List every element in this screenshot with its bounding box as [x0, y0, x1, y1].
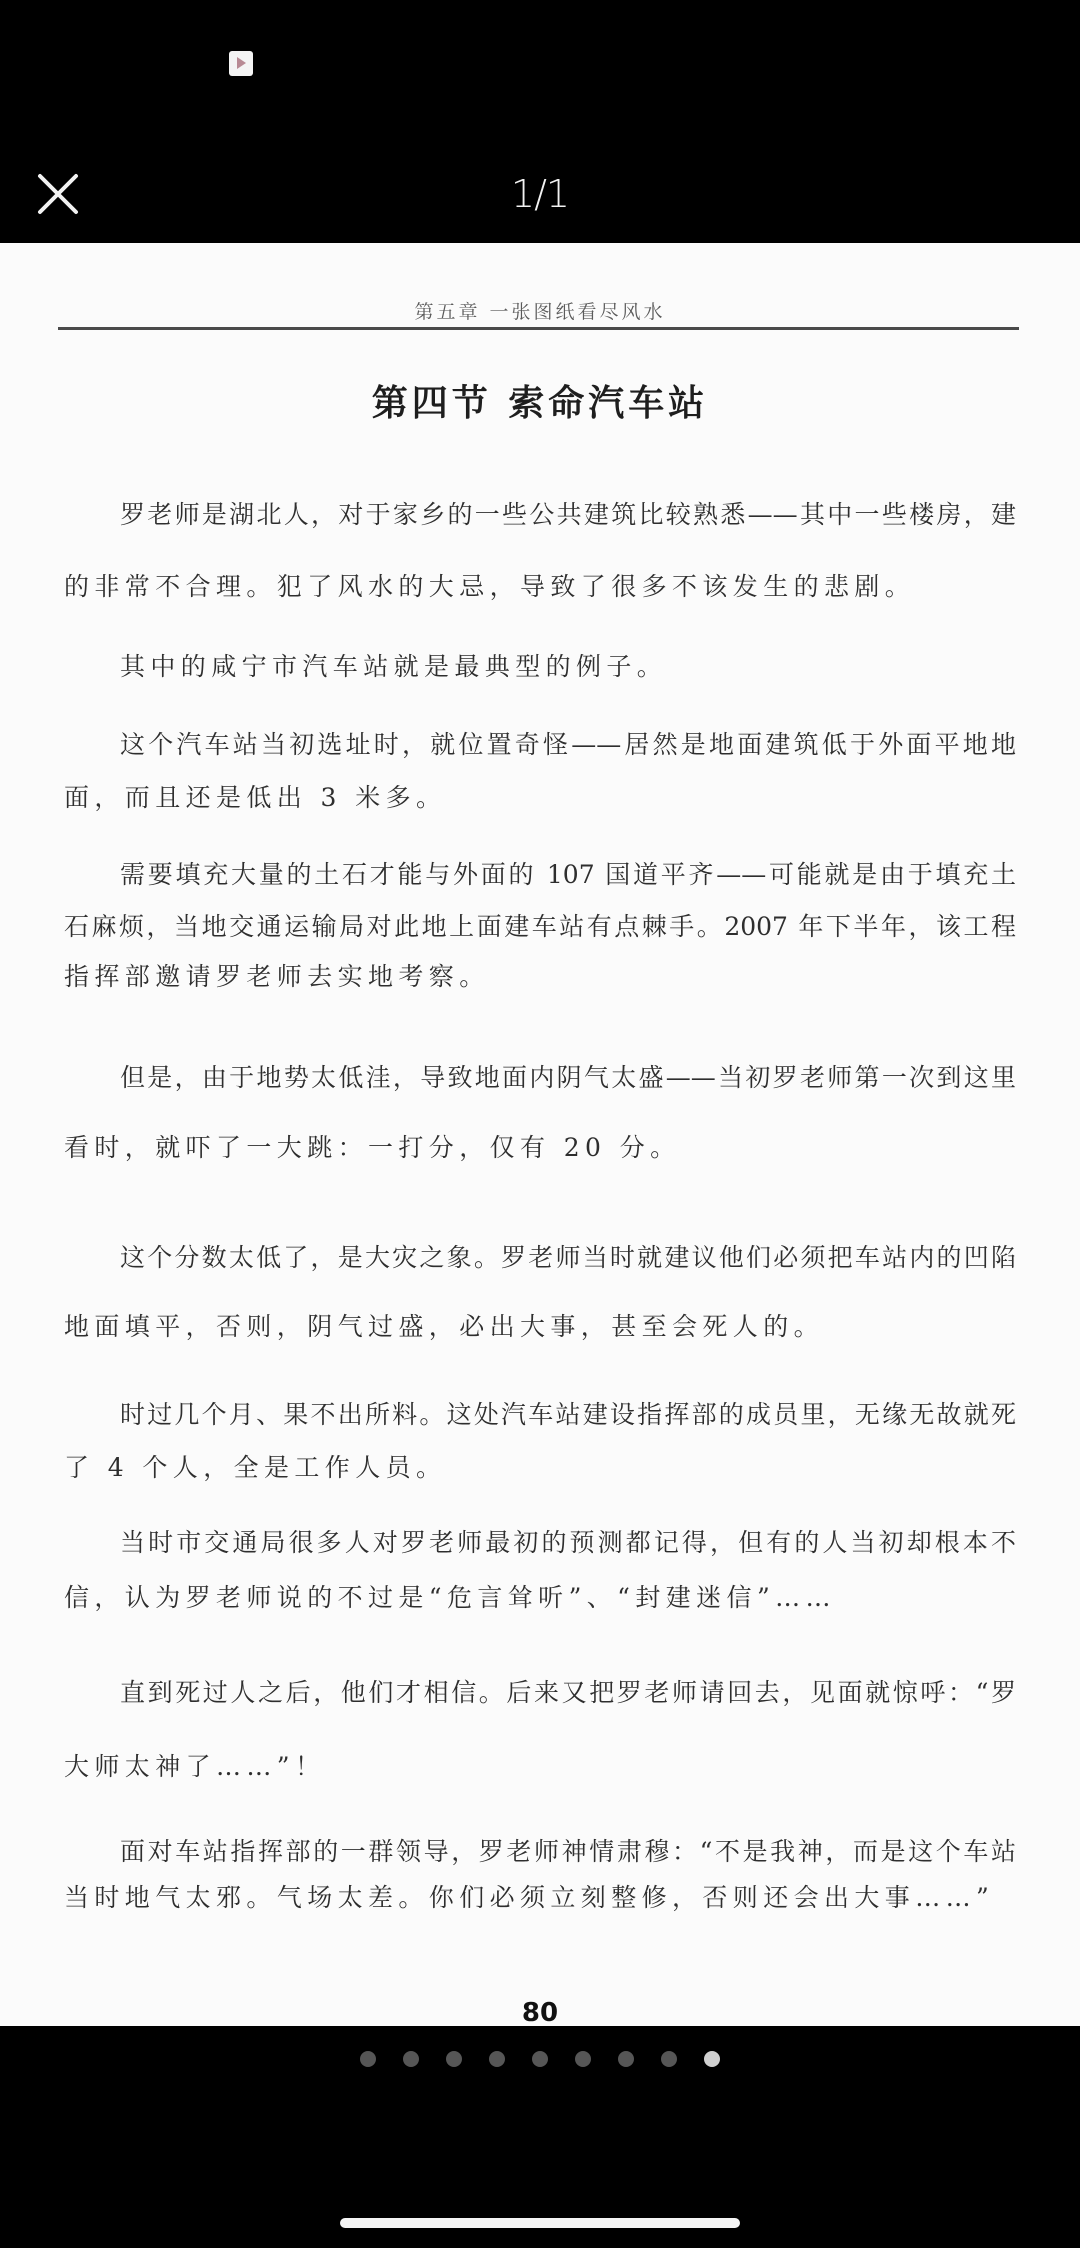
paragraph-line: 需要填充大量的土石才能与外面的 107 国道平齐——可能就是由于填充土: [120, 860, 1016, 889]
paragraph-line: 大师太神了……”！: [64, 1752, 326, 1781]
header-rule: [58, 327, 1019, 330]
home-indicator[interactable]: [340, 2218, 740, 2228]
paragraph-line: 石麻烦，当地交通运输局对此地上面建车站有点棘手。2007 年下半年，该工程: [64, 912, 1016, 941]
pager-dot[interactable]: [532, 2051, 548, 2067]
section-title: 第四节 索命汽车站: [371, 383, 709, 424]
paragraph-line: 指挥部邀请罗老师去实地考察。: [64, 962, 490, 991]
pager-dot[interactable]: [618, 2051, 634, 2067]
pager-dot-active[interactable]: [704, 2051, 720, 2067]
paragraph-line: 这个汽车站当初选址时，就位置奇怪——居然是地面建筑低于外面平地地: [120, 730, 1016, 759]
close-button[interactable]: [36, 172, 80, 216]
paragraph-line: 的非常不合理。犯了风水的大忌，导致了很多不该发生的悲剧。: [64, 572, 916, 601]
pager-dot[interactable]: [360, 2051, 376, 2067]
play-store-icon: [229, 51, 253, 76]
pager-dot[interactable]: [489, 2051, 505, 2067]
pager-dot[interactable]: [403, 2051, 419, 2067]
paragraph-line: 其中的咸宁市汽车站就是最典型的例子。: [120, 652, 668, 681]
paragraph-line: 时过几个月、果不出所料。这处汽车站建设指挥部的成员里，无缘无故就死: [120, 1400, 1016, 1429]
close-icon: [36, 172, 80, 216]
paragraph-line: 了 4 个人，全是工作人员。: [64, 1453, 447, 1482]
paragraph-line: 这个分数太低了，是大灾之象。罗老师当时就建议他们必须把车站内的凹陷: [120, 1243, 1016, 1272]
image-counter: 1/1: [510, 172, 570, 216]
paragraph-line: 但是，由于地势太低洼，导致地面内阴气太盛——当初罗老师第一次到这里: [120, 1063, 1016, 1092]
pager-dot[interactable]: [661, 2051, 677, 2067]
pager-dot[interactable]: [575, 2051, 591, 2067]
paragraph-line: 看时，就吓了一大跳：一打分，仅有 20 分。: [64, 1133, 681, 1162]
paragraph-line: 面对车站指挥部的一群领导，罗老师神情肃穆：“不是我神，而是这个车站: [120, 1837, 1016, 1866]
paragraph-line: 当时市交通局很多人对罗老师最初的预测都记得，但有的人当初却根本不: [120, 1528, 1016, 1557]
paragraph-line: 当时地气太邪。气场太差。你们必须立刻整修，否则还会出大事……”: [64, 1883, 995, 1912]
paragraph-line: 信，认为罗老师说的不过是“危言耸听”、“封建迷信”……: [64, 1583, 836, 1612]
paragraph-line: 罗老师是湖北人，对于家乡的一些公共建筑比较熟悉——其中一些楼房，建: [120, 500, 1016, 529]
paragraph-line: 直到死过人之后，他们才相信。后来又把罗老师请回去，见面就惊呼：“罗: [120, 1678, 1016, 1707]
pager-dot[interactable]: [446, 2051, 462, 2067]
page-number: 80: [521, 1998, 559, 2028]
chapter-header: 第五章 一张图纸看尽风水: [414, 301, 666, 323]
paragraph-line: 面，而且还是低出 3 米多。: [64, 783, 447, 812]
paragraph-line: 地面填平，否则，阴气过盛，必出大事，甚至会死人的。: [64, 1312, 825, 1341]
